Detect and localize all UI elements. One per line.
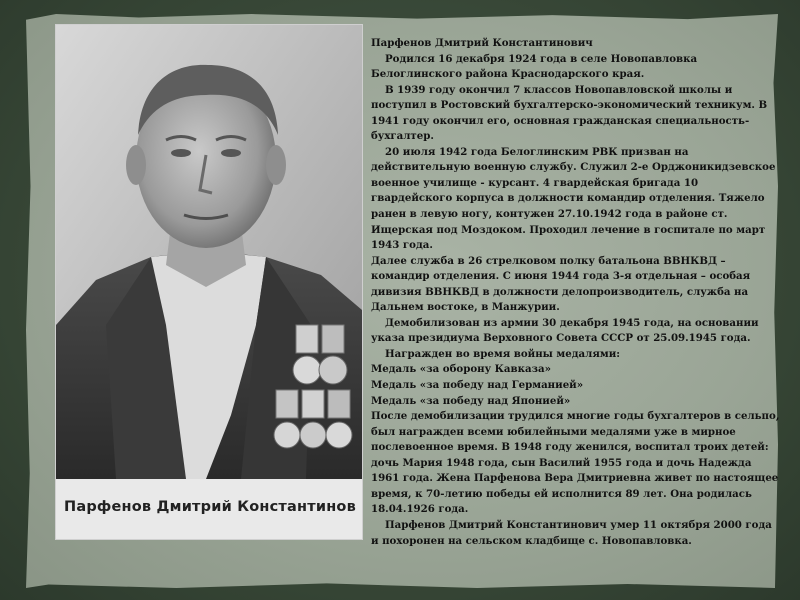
photo-caption: Парфенов Дмитрий Константинов bbox=[64, 499, 356, 515]
bio-paragraph-birth: Родился 16 декабря 1924 года в селе Новопавловка Белоглинского района Краснодарского края. bbox=[371, 52, 698, 81]
biography-text bbox=[371, 36, 781, 549]
bio-paragraph-postwar: После демобилизации трудился многие годы бухгалтеров в сельпо, был награжден всеми юбилейными медалями уже в мирное послевоенное время. В 1948 году женился, воспитал троих детей: дочь Мария 1948 года, сын Василий 1955 года и дочь Надежда 1961 года. Жена Парфенова Вера Дмитриевна живет по настоящее время, к 70-летию победы ей исполнится 89 лет. Она родилась 18.04.1926 года. bbox=[371, 410, 780, 516]
portrait-illustration bbox=[56, 25, 362, 479]
portrait-image bbox=[56, 25, 362, 479]
bio-paragraph-awards-intro: Награжден во время войны медалями: bbox=[385, 347, 621, 360]
medal-item: Медаль «за победу над Японией» bbox=[371, 394, 571, 407]
bio-paragraph-nkvd: Далее служба в 26 стрелковом полку батальона ВВНКВД – командир отделения. С июня 1944 года 3-я отдельная – особая дивизия ВВНКВД в должности делопроизводитель, служба на Дальнем востоке, в Манжурии. bbox=[371, 254, 751, 314]
medal-item: Медаль «за победу над Германией» bbox=[371, 379, 584, 392]
bio-paragraph-service: 20 июля 1942 года Белоглинским РВК призван на действительную военную службу. Служил 2-е Орджоникидзевское военное училище - курсант. 4 гвардейская бригада 10 гвардейского корпуса в должности командир отделения. Тяжело ранен в левую ногу, контужен 27.10.1942 года в районе ст. Ищерская под Моздоком. Проходил лечение в госпитале по март 1943 года. bbox=[371, 145, 776, 252]
bio-paragraph-death: Парфенов Дмитрий Константинович умер 11 октября 2000 года и похоронен на сельском кладбище с. Новопавловка. bbox=[371, 518, 772, 547]
portrait-photo bbox=[55, 24, 363, 540]
bio-name: Парфенов Дмитрий Константинович bbox=[371, 37, 593, 49]
bio-paragraph-demobilization: Демобилизован из армии 30 декабря 1945 года, на основании указа президиума Верховного Совета СССР от 25.09.1945 года. bbox=[371, 316, 759, 345]
bio-paragraph-education: В 1939 году окончил 7 классов Новопавловской школы и поступил в Ростовский бухгалтерско-экономический техникум. В 1941 году окончил его, основная гражданская специальность- бухгалтер. bbox=[371, 83, 768, 143]
medal-item: Медаль «за оборону Кавказа» bbox=[371, 363, 552, 376]
